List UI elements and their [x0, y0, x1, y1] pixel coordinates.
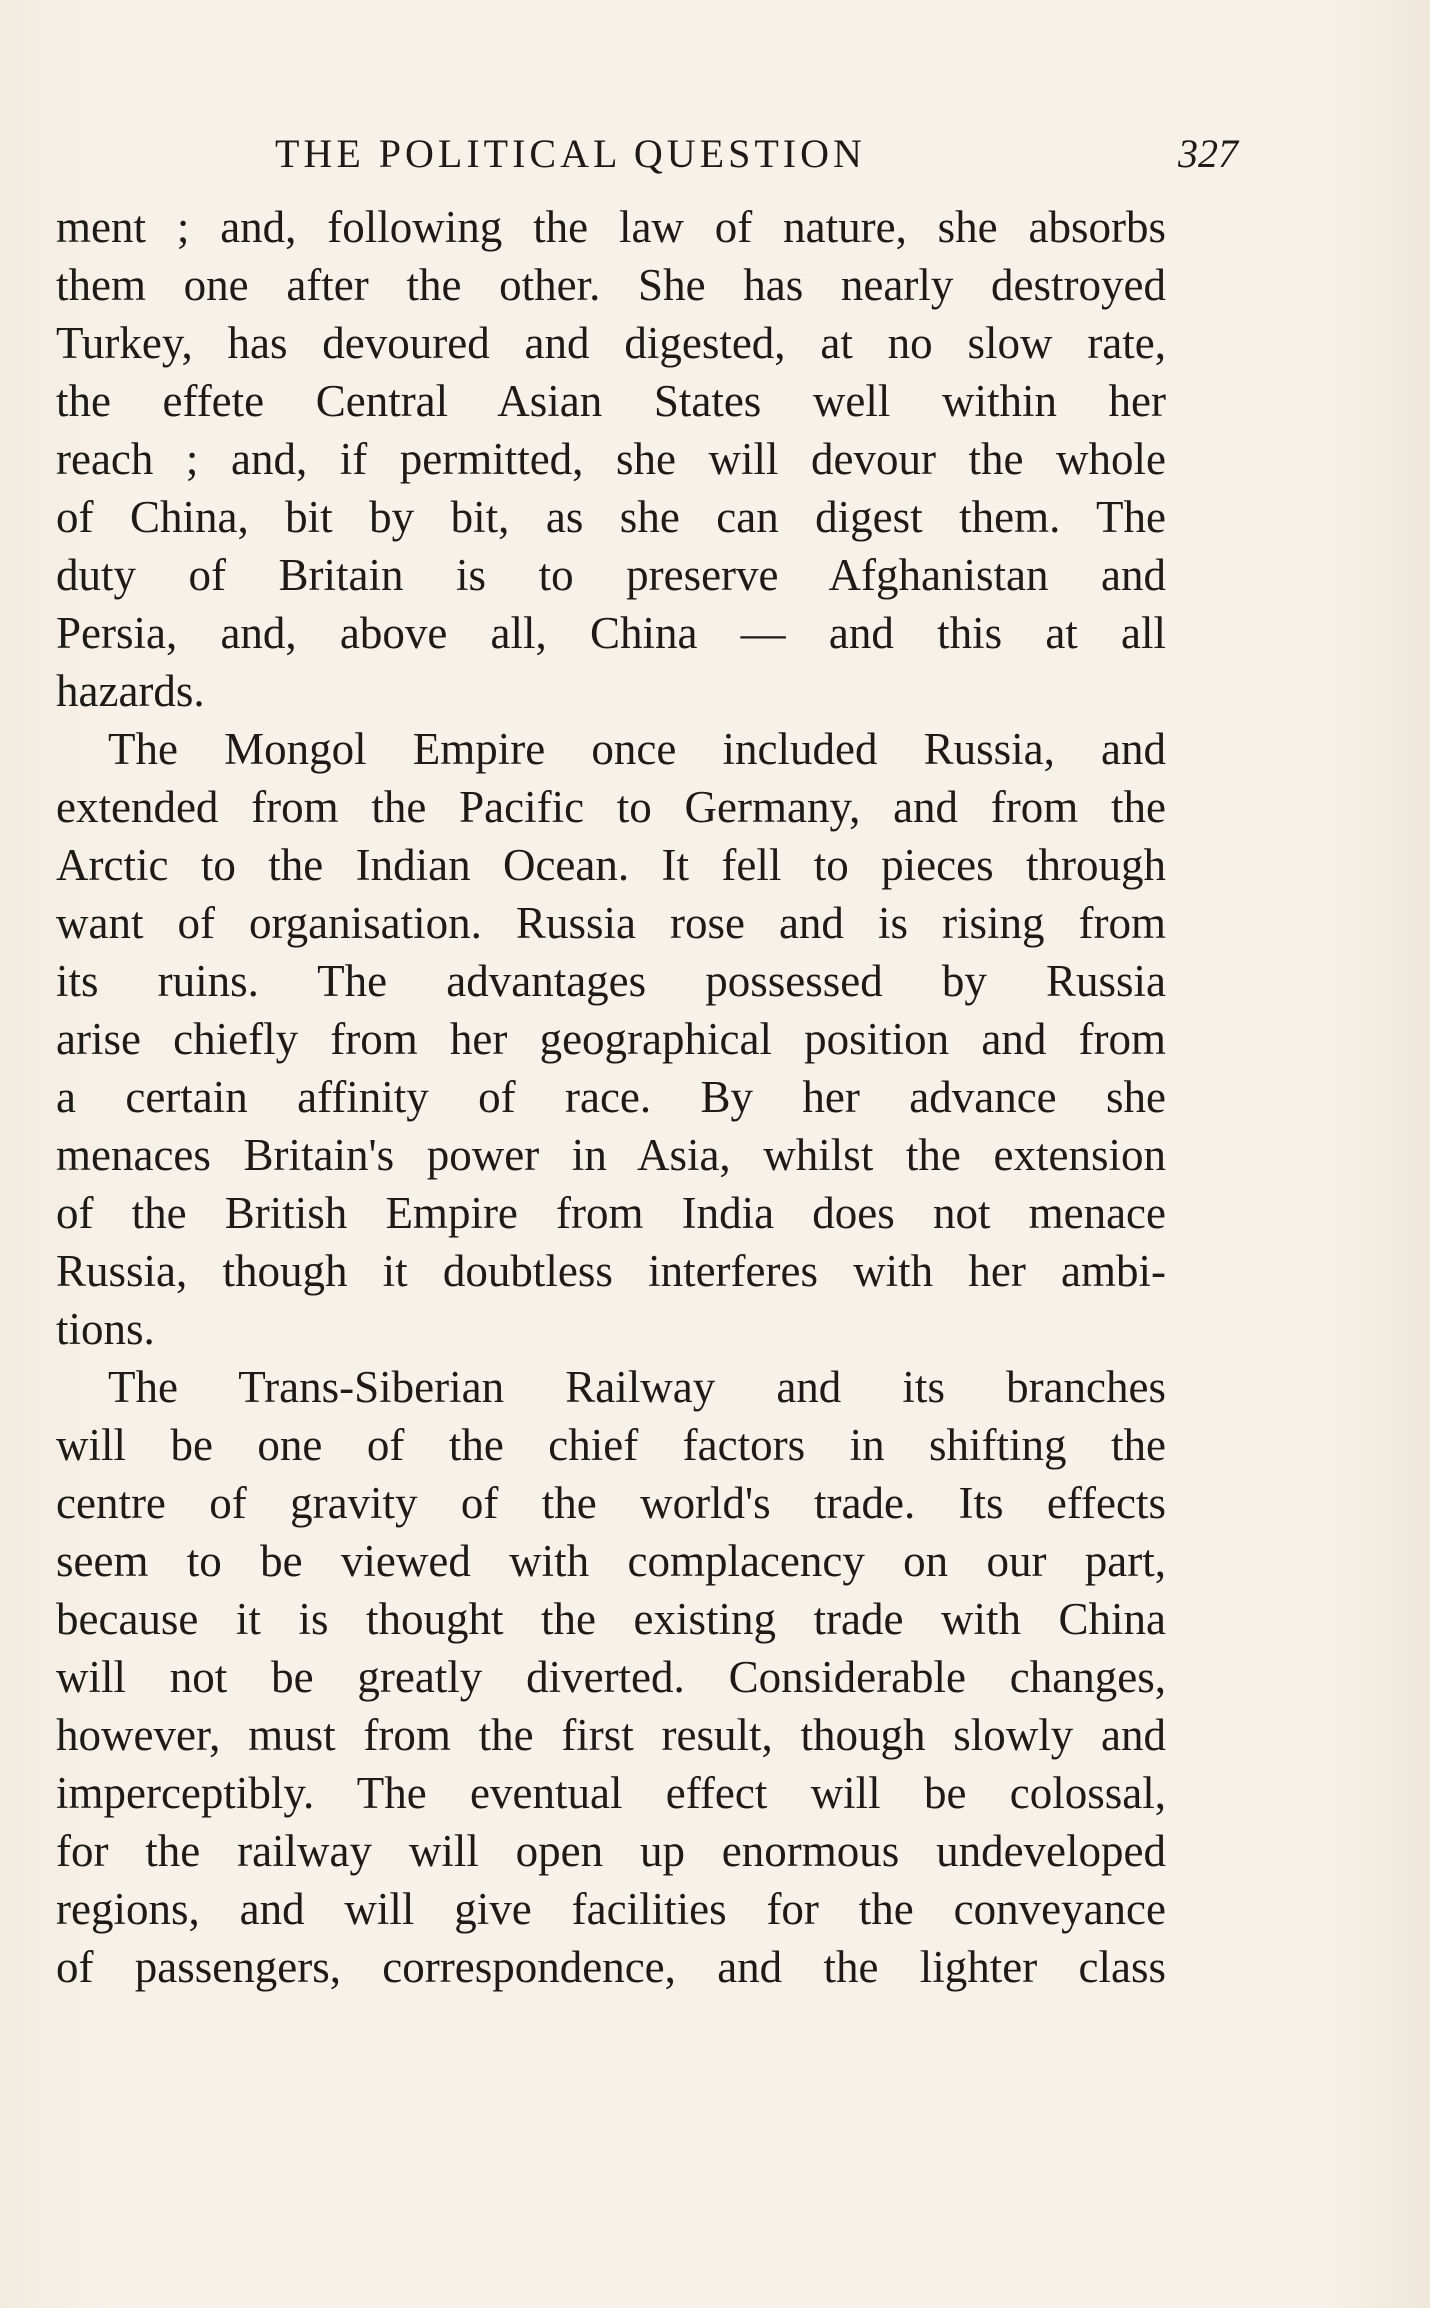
text-line: of China, bit by bit, as she can digest them. The [56, 492, 1166, 542]
text-line: ment ; and, following the law of nature, she absorbs [56, 202, 1166, 252]
text-line: them one after the other. She has nearly destroyed [56, 260, 1166, 310]
paragraph [56, 198, 1166, 720]
text-line: regions, and will give facilities for the conveyance [56, 1884, 1166, 1934]
text-line: The Mongol Empire once included Russia, and [108, 724, 1166, 774]
text-line: Persia, and, above all, China — and this at all [56, 608, 1166, 658]
text-line: a certain affinity of race. By her advance she [56, 1072, 1166, 1122]
text-line: will not be greatly diverted. Considerable changes, [56, 1652, 1166, 1702]
running-title: THE POLITICAL QUESTION [275, 131, 866, 176]
text-line: Russia, though it doubtless interferes with her ambi- [56, 1246, 1166, 1296]
text-line: for the railway will open up enormous undeveloped [56, 1826, 1166, 1876]
text-line: tions. [56, 1304, 155, 1354]
paragraph [56, 720, 1166, 1358]
text-line: want of organisation. Russia rose and is rising from [56, 898, 1166, 948]
text-line: duty of Britain is to preserve Afghanistan and [56, 550, 1166, 600]
text-line: however, must from the first result, though slowly and [56, 1710, 1166, 1760]
text-line: Arctic to the Indian Ocean. It fell to pieces through [56, 840, 1166, 890]
text-line: its ruins. The advantages possessed by Russia [56, 956, 1166, 1006]
text-line: imperceptibly. The eventual effect will be colossal, [56, 1768, 1166, 1818]
text-line: The Trans-Siberian Railway and its branches [108, 1362, 1166, 1412]
text-line: hazards. [56, 666, 205, 716]
text-line: arise chiefly from her geographical position and from [56, 1014, 1166, 1064]
paragraph [56, 1358, 1166, 1996]
text-line: will be one of the chief factors in shifting the [56, 1420, 1166, 1470]
text-line: the effete Central Asian States well within her [56, 376, 1166, 426]
text-line: because it is thought the existing trade with China [56, 1594, 1166, 1644]
text-line: of passengers, correspondence, and the lighter class [56, 1942, 1166, 1992]
page-header [275, 128, 1238, 180]
body-text [56, 198, 1166, 1996]
page-number: 327 [1178, 131, 1238, 176]
text-line: centre of gravity of the world's trade. Its effects [56, 1478, 1166, 1528]
text-line: of the British Empire from India does not menace [56, 1188, 1166, 1238]
text-line: reach ; and, if permitted, she will devour the whole [56, 434, 1166, 484]
text-line: menaces Britain's power in Asia, whilst the extension [56, 1130, 1166, 1180]
text-line: seem to be viewed with complacency on our part, [56, 1536, 1166, 1586]
text-line: Turkey, has devoured and digested, at no slow rate, [56, 318, 1166, 368]
text-line: extended from the Pacific to Germany, and from the [56, 782, 1166, 832]
